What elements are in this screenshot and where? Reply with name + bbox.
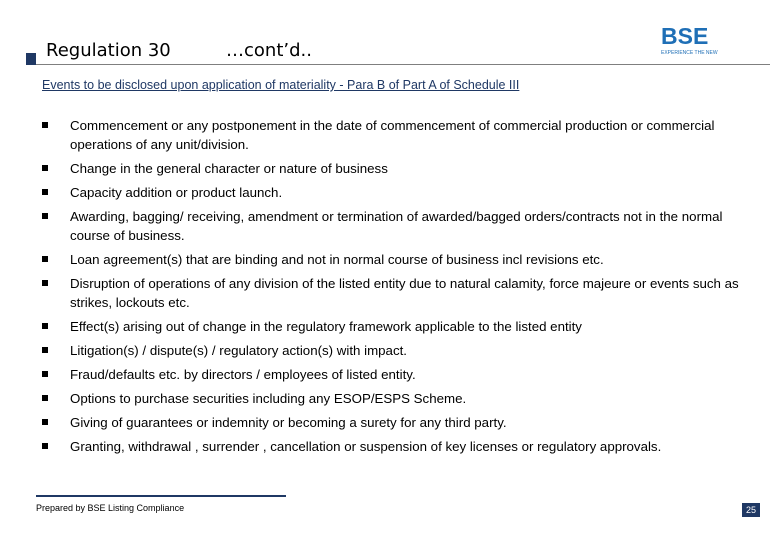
list-item [40, 274, 740, 312]
list-item [40, 250, 740, 269]
bullet-square-icon [42, 165, 48, 171]
bullet-square-icon [42, 122, 48, 128]
list-item [40, 437, 740, 456]
bullet-square-icon [42, 256, 48, 262]
bullet-square-icon [42, 280, 48, 286]
footer-prepared-by: Prepared by BSE Listing Compliance [36, 503, 185, 513]
title-marker [26, 53, 36, 65]
bullet-square-icon [42, 419, 48, 425]
list-item [40, 341, 740, 360]
bullet-square-icon [42, 443, 48, 449]
bullet-square-icon [42, 395, 48, 401]
events-list [40, 116, 740, 461]
list-item [40, 413, 740, 432]
list-item-text: Disruption of operations of any division of the listed entity due to natural calamity, force majeure or events such as strikes, lockouts etc. [70, 276, 739, 310]
list-item-text: Awarding, bagging/ receiving, amendment or termination of awarded/bagged orders/contracts not in the normal course of business. [70, 209, 723, 243]
page-number: 25 [742, 503, 760, 517]
list-item-text: Change in the general character or nature of business [70, 161, 388, 176]
list-item [40, 183, 740, 202]
list-item-text: Effect(s) arising out of change in the regulatory framework applicable to the listed entity [70, 319, 582, 334]
list-item [40, 116, 740, 154]
list-item-text: Commencement or any postponement in the date of commencement of commercial production or commercial operations of any unit/division. [70, 118, 715, 152]
slide-title: Regulation 30 [46, 40, 171, 61]
list-item [40, 207, 740, 245]
slide-title-continued: …cont’d.. [226, 40, 312, 61]
section-subtitle: Events to be disclosed upon application of materiality - Para B of Part A of Schedule III [42, 78, 520, 92]
svg-text:EXPERIENCE THE NEW: EXPERIENCE THE NEW [661, 50, 718, 56]
bullet-square-icon [42, 371, 48, 377]
list-item-text: Giving of guarantees or indemnity or becoming a surety for any third party. [70, 415, 507, 430]
bse-logo [660, 24, 726, 58]
list-item-text: Capacity addition or product launch. [70, 185, 283, 200]
list-item-text: Loan agreement(s) that are binding and not in normal course of business incl revisions etc. [70, 252, 604, 267]
list-item [40, 389, 740, 408]
title-divider [36, 64, 770, 65]
bullet-square-icon [42, 213, 48, 219]
list-item-text: Options to purchase securities including any ESOP/ESPS Scheme. [70, 391, 467, 406]
list-item-text: Granting, withdrawal , surrender , cancellation or suspension of key licenses or regulatory approvals. [70, 439, 662, 454]
list-item [40, 317, 740, 336]
bullet-square-icon [42, 189, 48, 195]
bullet-square-icon [42, 323, 48, 329]
list-item [40, 365, 740, 384]
list-item-text: Fraud/defaults etc. by directors / employees of listed entity. [70, 367, 416, 382]
footer-divider [36, 495, 286, 497]
bullet-square-icon [42, 347, 48, 353]
list-item-text: Litigation(s) / dispute(s) / regulatory action(s) with impact. [70, 343, 407, 358]
svg-text:BSE: BSE [661, 24, 709, 49]
list-item [40, 159, 740, 178]
